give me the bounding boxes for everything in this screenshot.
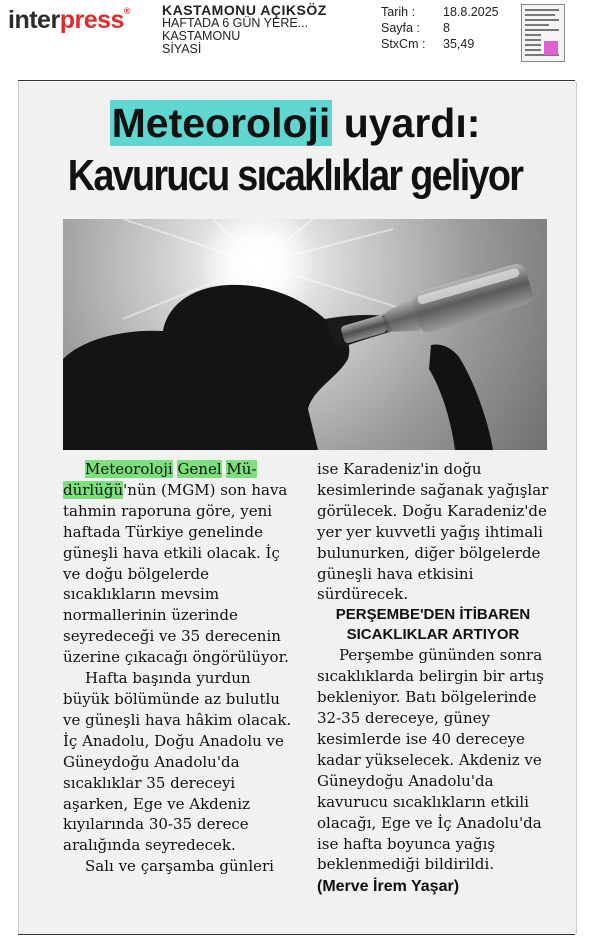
logo-text-inter: inter bbox=[8, 6, 60, 34]
paragraph-2: Hafta başında yurdun büyük bölümünde az bulutlu ve güneşli hava hâkim olacak. İç Anadolu, Doğu Anadolu ve Güneydoğu Anadolu'da sıcaklıklar 35 dereceyi aşarken, Ege ve Akdeniz kıyılarında 30-35 derece aralığında seyredecek. bbox=[63, 669, 292, 855]
stxcm-value: 35,49 bbox=[443, 37, 475, 51]
headline-rest: uyardı: bbox=[332, 100, 481, 146]
page-label: Sayfa : bbox=[381, 21, 420, 35]
photo-drinking-silhouette bbox=[63, 219, 547, 450]
logo-text-press: press bbox=[59, 6, 124, 34]
clipping-stats bbox=[381, 4, 499, 52]
article-photo bbox=[63, 219, 547, 450]
article-column-1 bbox=[63, 459, 295, 877]
date-value: 18.8.2025 bbox=[443, 5, 499, 19]
paragraph-1-text: 'nün (MGM) son hava tahmin raporuna göre, yeni haftada Türkiye genelinde güneşli hava etkili olacak. İç ve doğu bölgelerde sıcaklıkların mevsim normallerinin üzerinde seyredeceği ve 35 derecenin üzerine çıkacağı öngörülüyor. bbox=[63, 480, 289, 667]
interpress-logo bbox=[8, 6, 130, 35]
subheading-line-2: SICAKLIKLAR ARTIYOR bbox=[346, 626, 520, 644]
headline-highlight: Meteoroloji bbox=[111, 100, 331, 146]
paragraph-5: Perşembe gününden sonra sıcaklıklarda belirgin bir artış bekleniyor. Batı bölgelerinde 32-35 dereceye, güney kesimlerde ise 40 dereceye kadar yükselecek. Akdeniz ve Güneydoğu Anadolu'da kavurucu sıcaklıkların etkili olacağı, Ege ve İç Anadolu'da ise hafta boyunca yağış beklenmediği bildirildi. bbox=[317, 646, 544, 874]
highlight-genel: Genel bbox=[177, 460, 222, 478]
publication-meta bbox=[162, 4, 327, 56]
top-divider bbox=[18, 80, 575, 81]
paragraph-3: Salı ve çarşamba günleri bbox=[85, 857, 274, 876]
subheading-line-1: PERŞEMBE'DEN İTİBAREN bbox=[335, 606, 531, 624]
bottom-divider bbox=[18, 934, 575, 935]
clipping-header bbox=[0, 0, 590, 80]
highlight-meteoroloji: Meteoroloji bbox=[85, 460, 173, 478]
subheading bbox=[317, 605, 549, 645]
section-name: SİYASİ bbox=[162, 42, 202, 56]
headline-line1 bbox=[0, 100, 590, 146]
highlight-durlugu: dürlüğü bbox=[63, 480, 124, 499]
highlight-mu: Mü- bbox=[226, 460, 257, 478]
logo-registered-mark: ® bbox=[123, 6, 131, 16]
publication-name: KASTAMONU AÇIKSÖZ bbox=[162, 2, 327, 18]
thumbnail-highlight bbox=[544, 41, 558, 55]
paragraph-1 bbox=[63, 459, 295, 668]
byline: (Merve İrem Yaşar) bbox=[317, 878, 460, 896]
headline-line2: Kavurucu sıcaklıklar geliyor bbox=[67, 151, 523, 200]
stxcm-label: StxCm : bbox=[381, 37, 426, 51]
supplement-name: HAFTADA 6 GÜN YERE... bbox=[162, 16, 309, 30]
date-label: Tarih : bbox=[381, 5, 416, 19]
article-column-2 bbox=[317, 459, 549, 898]
page-value: 8 bbox=[443, 21, 450, 35]
city-name: KASTAMONU bbox=[162, 29, 241, 43]
page-thumbnail[interactable] bbox=[521, 4, 565, 62]
paragraph-4: ise Karadeniz'in doğu kesimlerinde sağanak yağışlar görülecek. Doğu Karadeniz'de yer yer kuvvetli yağış ihtimali bulunurken, diğer bölgelerde güneşli hava etkisini sürdürecek. bbox=[317, 460, 549, 604]
